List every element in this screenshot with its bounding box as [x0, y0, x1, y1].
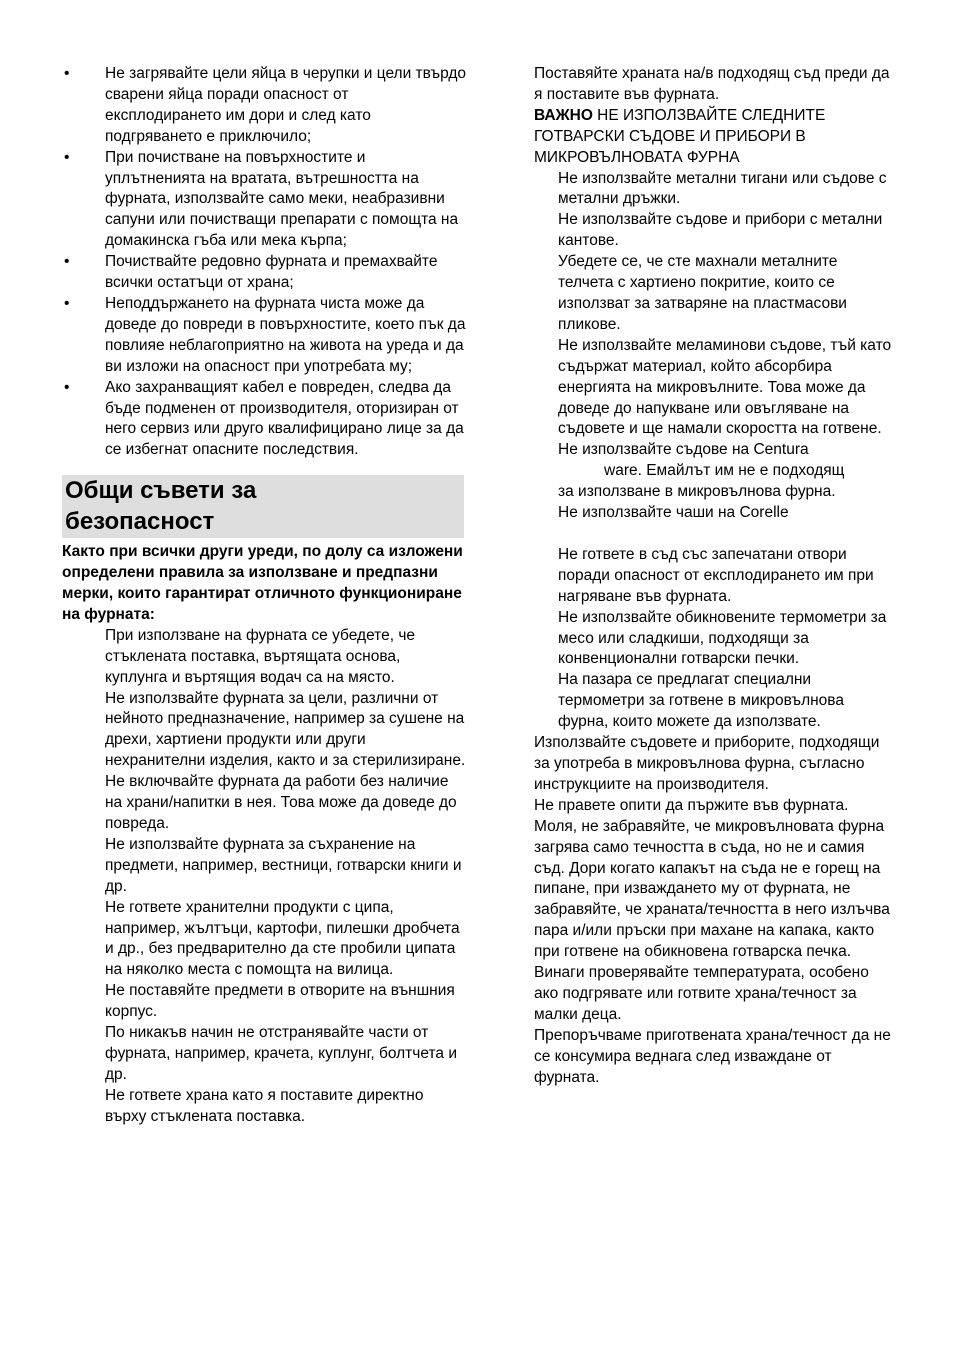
list-item: • Почиствайте редовно фурната и премахвайте всички остатъци от храна; — [64, 253, 438, 292]
list-item: Не гответе хранителни продукти с ципа, например, жълтъци, картофи, пилешки дробчета и др., без предварително да сте пробили ципата на няколко места с помощта на вилица. — [105, 898, 460, 979]
section-heading — [62, 475, 464, 538]
paragraph: Моля, не забравяйте, че микровълновата фурна загрява само течността в съда, но не и самия съд. Дори когато капакът на съда не е горещ на пипане, при изваждането му от фурната, не забравяйте, че храната/течността в него излъчва пара и/или пръски при махане на капака, както при готвене на обикновена готварска печка. — [534, 817, 890, 961]
list-item: Не използвайте обикновените термометри за месо или сладкиши, подходящи за конвенционални готварски печки. — [558, 608, 887, 668]
list-item: Не поставяйте предмети в отворите на външния корпус. — [105, 982, 455, 1021]
list-item: Не използвайте фурната за съхранение на предмети, например, вестници, готварски книги и др. — [105, 835, 462, 895]
list-item: Не използвайте метални тигани или съдове с метални дръжки. — [558, 169, 887, 208]
paragraph: Използвайте съдовете и приборите, подходящи за употреба в микровълнова фурна, съгласно инструкциите на производителя. — [534, 734, 880, 793]
right-column — [534, 64, 896, 1089]
list-item: • При почистване на повърхностите и уплътненията на вратата, вътрешността на фурната, използвайте само меки, неабразивни сапуни или почистващи препарати с помощта на домакинска гъба или мека кърпа; — [64, 148, 459, 250]
list-item: Не включвайте фурната да работи без наличие на храни/напитки в нея. Това може да доведе до повреда. — [105, 773, 457, 832]
list-item: При използване на фурната се убедете, че стъклената поставка, въртящата основа, куплунга и въртящия водач са на място. — [105, 626, 416, 686]
list-item: Не използвайте фурната за цели, различни от нейното предназначение, например за сушене на дрехи, хартиени продукти или други нехранителни изделия, както и за стерилизиране. — [105, 689, 466, 770]
section-heading-line: безопасност — [65, 508, 215, 536]
spacer — [558, 524, 896, 545]
paragraph: Поставяйте храната на/в подходящ съд преди да я поставите във фурната. — [534, 65, 890, 103]
section-intro: Както при всички други уреди, по долу са изложени определени правила за използване и предпазни мерки, които гарантират отличното функциониране на фурната: — [62, 543, 463, 623]
list-item: Не използвайте меламинови съдове, тъй като съдържат материал, който абсорбира енергията на микровълните. Това може да доведе до напукване или овъгляване на съдовете и ще намали скоростта на готвене. — [558, 336, 892, 438]
bullet-icon: • — [64, 378, 70, 396]
rules-list — [62, 626, 466, 1128]
list-item: На пазара се предлагат специални термометри за готвене в микровълнова фурна, които можете да използвате. — [558, 671, 844, 731]
list-item: Не използвайте чаши на Corelle — [558, 504, 789, 522]
important-label: ВАЖНО — [534, 106, 593, 124]
safety-bullet-list — [62, 64, 466, 461]
list-item: • Не загрявайте цели яйца в черупки и цели твърдо сварени яйца поради опасност от експлодирането им дори и след като подгряването е приключило; — [64, 65, 466, 145]
bullet-icon: • — [64, 253, 70, 271]
list-item-continuation: ware. Емайлът им не е подходящ — [604, 462, 845, 480]
paragraph: Не правете опити да пържите във фурната. — [534, 796, 849, 814]
list-item: Не гответе в съд със запечатани отвори поради опасност от експлодирането им при нагряване във фурната. — [558, 545, 874, 605]
list-item-continuation: за използване в микровълнова фурна. — [558, 483, 836, 501]
paragraph: Препоръчваме приготвената храна/течност да не се консумира веднага след изваждане от фурната. — [534, 1026, 891, 1086]
cookware-list-2 — [534, 482, 896, 733]
left-column — [62, 64, 466, 1128]
bullet-icon: • — [64, 65, 70, 82]
cookware-list — [534, 169, 896, 462]
bullet-icon: • — [64, 294, 70, 312]
list-item: • Неподдържането на фурната чиста може да доведе до повреди в повърхностите, което пък да повлияе неблагоприятно на живота на уреда и да ви изложи на опасност при употребата му; — [64, 294, 466, 375]
list-item: • Ако захранващият кабел е повреден, следва да бъде подменен от производителя, оторизиран от него сервиз или друго квалифицирано лице за да се избегнат опасните последствия. — [64, 378, 464, 459]
section-heading-line: Общи съвети за — [65, 477, 257, 505]
paragraph: Винаги проверявайте температурата, особено ако подгрявате или готвите храна/течност за малки деца. — [534, 964, 869, 1023]
list-item: Не гответе храна като я поставите директно върху стъклената поставка. — [105, 1086, 424, 1125]
list-item: По никакъв начин не отстранявайте части от фурната, например, крачета, куплунг, болтчета и др. — [105, 1024, 457, 1083]
important-text: НЕ ИЗПОЛЗВАЙТЕ СЛЕДНИТЕ ГОТВАРСКИ СЪДОВЕ И ПРИБОРИ В МИКРОВЪЛНОВАТА ФУРНА — [534, 106, 826, 166]
important-notice — [534, 106, 896, 169]
list-item: Убедете се, че сте махнали металните телчета с хартиено покритие, които се използват за затваряне на пластмасови пликове. — [558, 253, 847, 333]
list-item: Не използвайте съдове и прибори с метални кантове. — [558, 211, 883, 250]
list-item: Не използвайте съдове на Centura — [558, 441, 809, 459]
bullet-icon: • — [64, 148, 70, 166]
